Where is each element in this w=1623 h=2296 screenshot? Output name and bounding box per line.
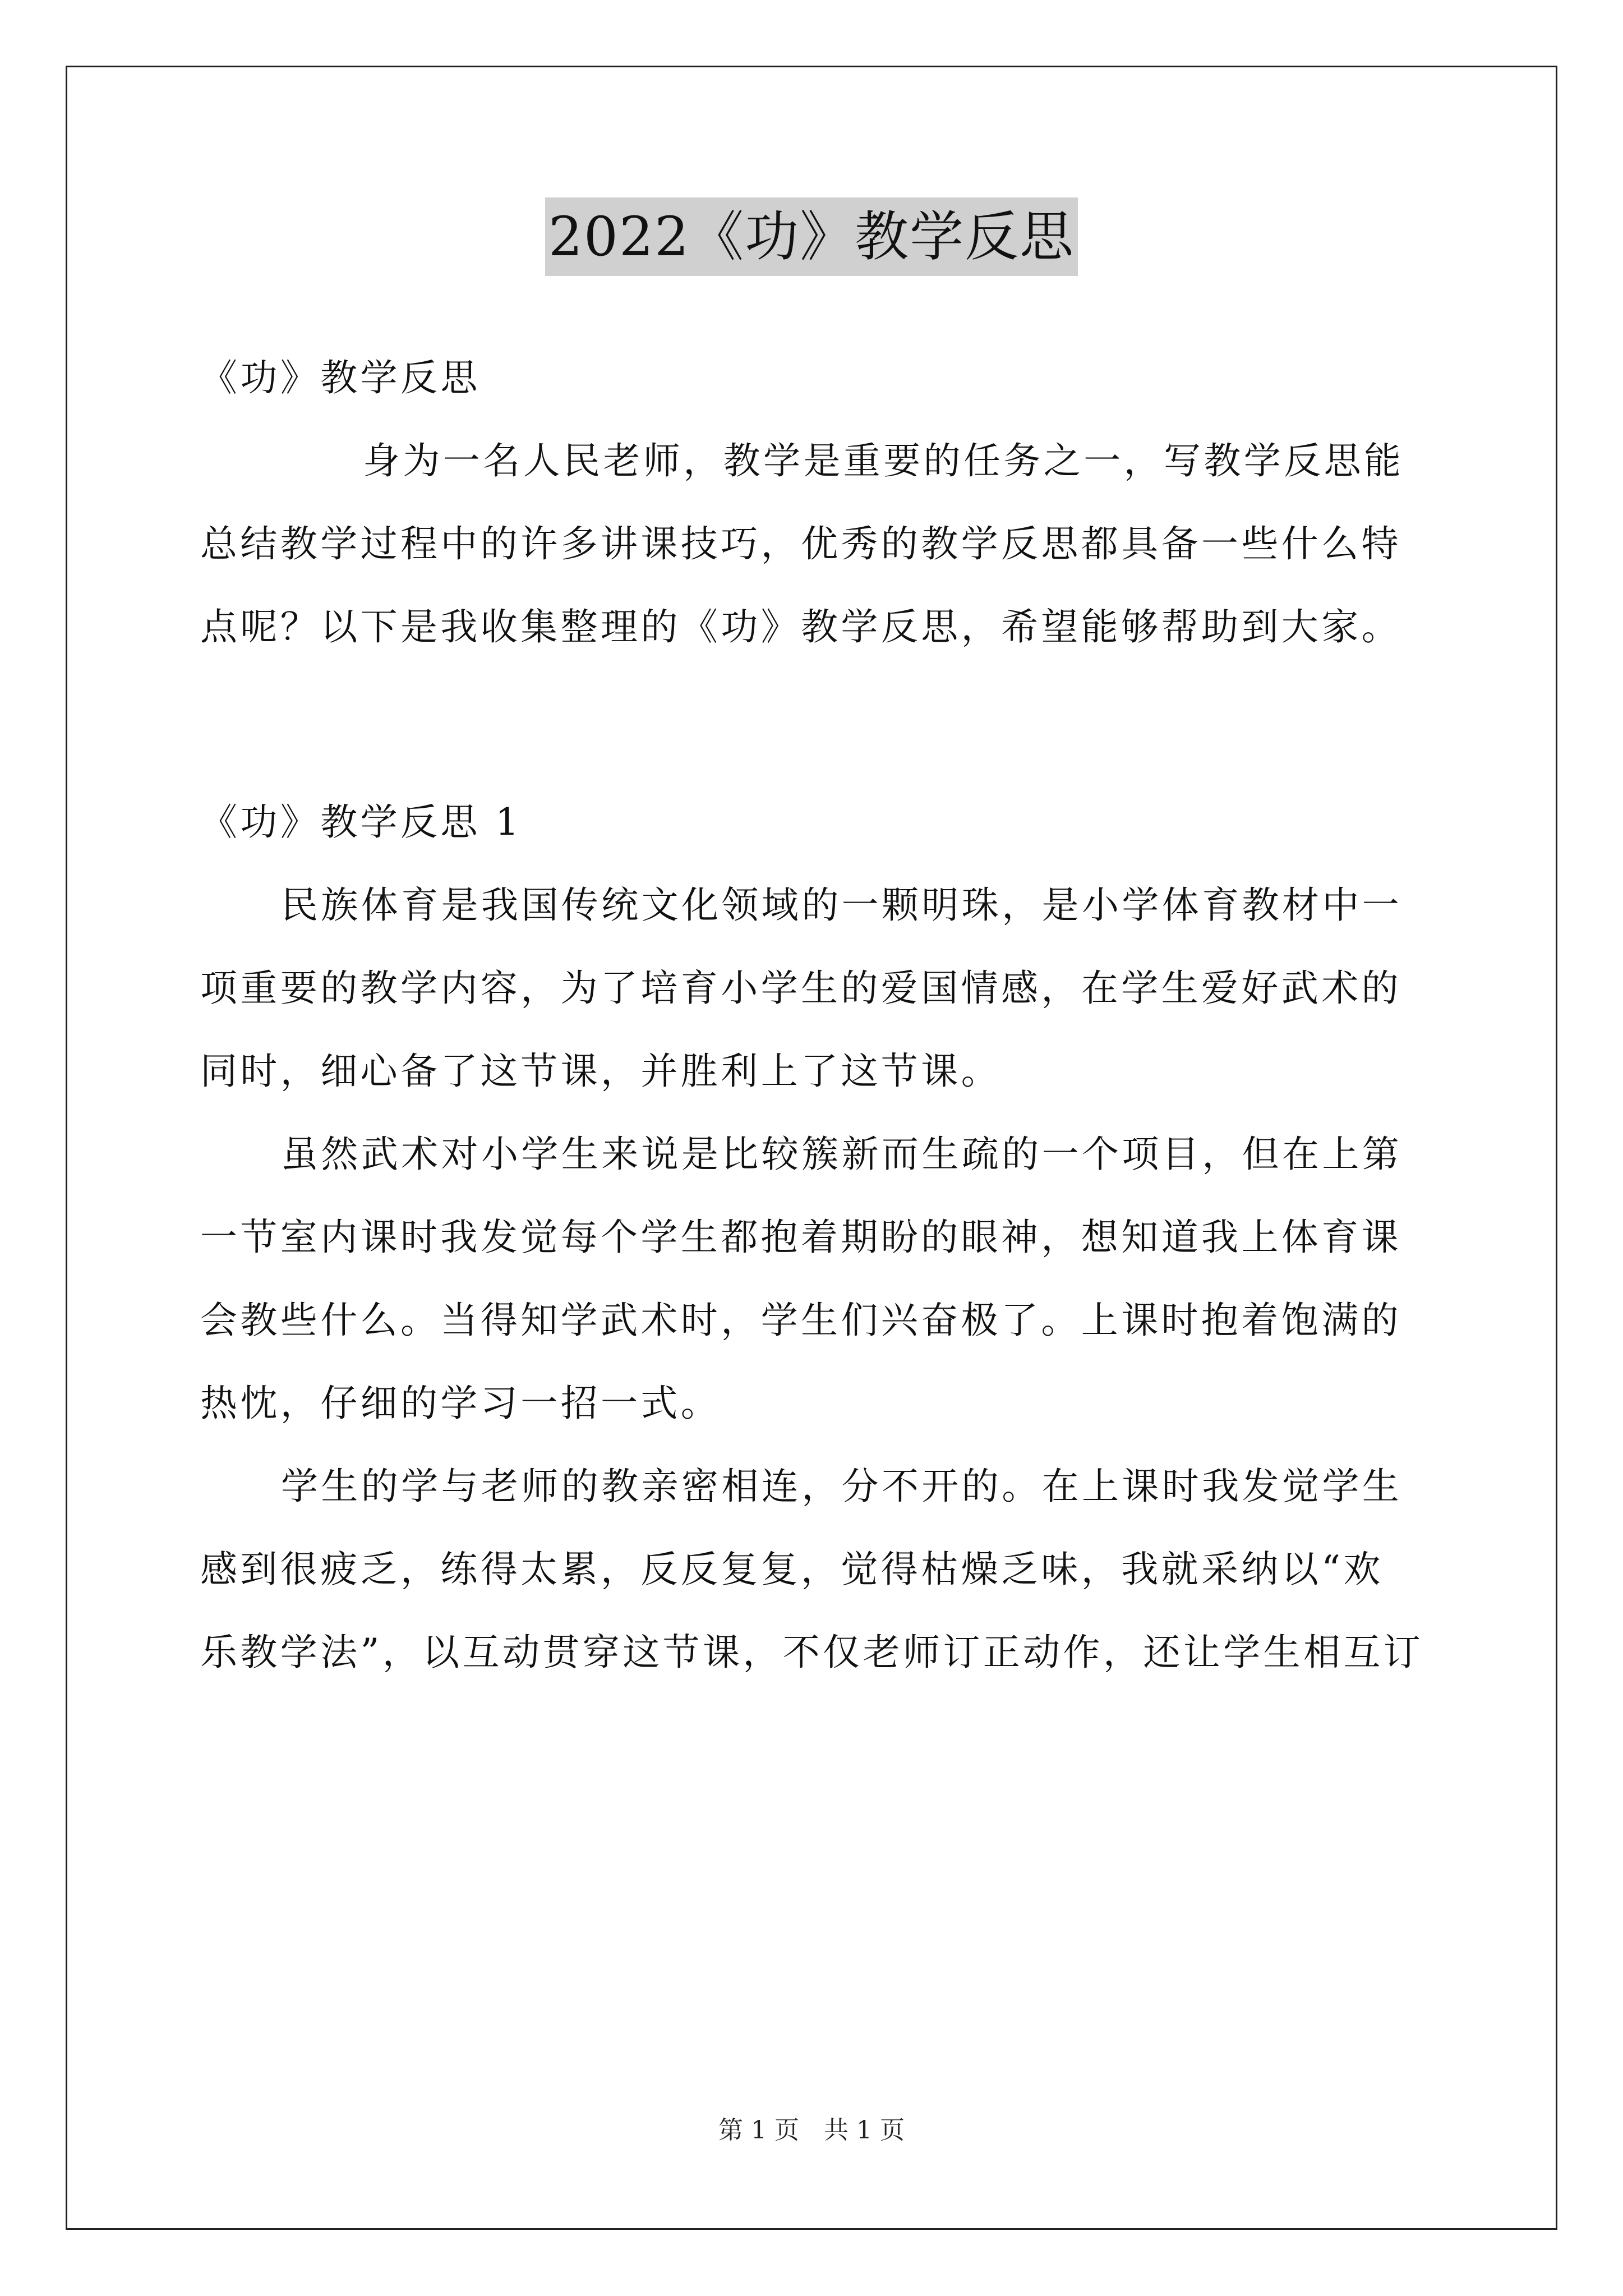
paragraph-line: 民族体育是我国传统文化领域的一颗明珠，是小学体育教材中一 (281, 884, 1403, 927)
paragraph-line: 乐教学法”，以互动贯穿这节课，不仅老师订正动作，还让学生相互订 (200, 1631, 1424, 1674)
section-gap (200, 669, 1428, 781)
document-body (200, 337, 1428, 1694)
paragraph-line: 项重要的教学内容，为了培育小学生的爱国情感，在学生爱好武术的 (200, 967, 1401, 1010)
subtitle: 《功》教学反思 (200, 356, 481, 399)
paragraph-line: 热忱，仔细的学习一招一式。 (200, 1382, 721, 1425)
page-footer: 第 1 页 共 1 页 (718, 2116, 905, 2145)
paragraph-line: 感到很疲乏，练得太累，反反复复，觉得枯燥乏味，我就采纳以“欢 (200, 1548, 1384, 1591)
paragraph-line: 会教些什么。当得知学武术时，学生们兴奋极了。上课时抱着饱满的 (200, 1299, 1401, 1342)
section-heading: 《功》教学反思 1 (200, 800, 522, 844)
intro-line: 身为一名人民老师，教学是重要的任务之一，写教学反思能 (363, 439, 1404, 482)
paragraph-line: 一节室内课时我发觉每个学生都抱着期盼的眼神，想知道我上体育课 (200, 1216, 1401, 1259)
intro-line: 总结教学过程中的许多讲课技巧，优秀的教学反思都具备一些什么特 (200, 522, 1401, 565)
paragraph-line: 学生的学与老师的教亲密相连，分不开的。在上课时我发觉学生 (281, 1465, 1403, 1508)
document-title: 2022《功》教学反思 (545, 197, 1078, 276)
paragraph-line: 同时，细心备了这节课，并胜利上了这节课。 (200, 1050, 1001, 1093)
title-wrap (0, 197, 1623, 276)
intro-line: 点呢？以下是我收集整理的《功》教学反思，希望能够帮助到大家。 (200, 605, 1401, 648)
paragraph-line: 虽然武术对小学生来说是比较簇新而生疏的一个项目，但在上第 (281, 1133, 1403, 1176)
